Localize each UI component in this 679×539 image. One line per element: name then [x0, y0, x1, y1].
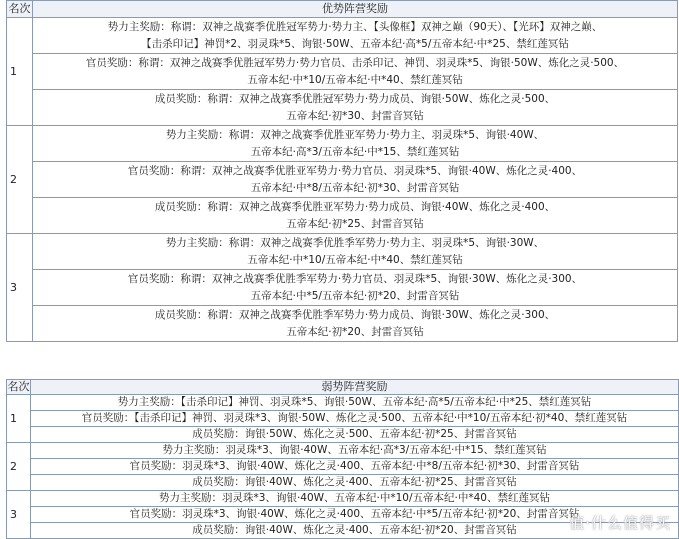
reward-cell — [33, 234, 678, 270]
reward-cell — [33, 306, 678, 342]
reward-line: 官员奖励：称谓：双神之战赛季优胜季军势力·势力官员、羽灵珠*5、询银·30W、炼化之灵·300、 — [127, 272, 583, 285]
reward-cell — [33, 18, 678, 54]
reward-line: 成员奖励：称谓：双神之战赛季优胜冠军势力·势力成员、询银·50W、炼化之灵·500、 — [154, 92, 556, 105]
reward-cell — [33, 198, 678, 234]
table-row — [7, 443, 679, 459]
reward-line: 【击杀印记】神罚*2、羽灵珠*5、询银·50W、五帝本纪·高*5/五帝本纪·中*25、禁红莲冥钻 — [141, 37, 569, 50]
table-title: 优势阵营奖励 — [33, 1, 678, 18]
reward-line: 五帝本纪·初*20、封雷音冥钻 — [286, 325, 424, 338]
reward-line: 五帝本纪·中*8/五帝本纪·初*30、封雷音冥钻 — [250, 181, 460, 194]
table-row — [7, 126, 678, 162]
reward-line: 五帝本纪·中*5/五帝本纪·初*20、封雷音冥钻 — [250, 289, 460, 302]
reward-cell — [33, 90, 678, 126]
rank-cell: 2 — [7, 443, 31, 491]
table-row — [7, 54, 678, 90]
table-row — [7, 270, 678, 306]
rank-cell: 1 — [7, 18, 33, 126]
table-row — [7, 427, 679, 443]
table-row — [7, 162, 678, 198]
table-row — [7, 18, 678, 54]
rank-cell: 3 — [7, 491, 31, 539]
reward-cell: 官员奖励：羽灵珠*3、询银·40W、炼化之灵·400、五帝本纪·中*8/五帝本纪·初*30、封雷音冥钻 — [31, 459, 679, 475]
reward-line: 五帝本纪·高*3/五帝本纪·中*15、禁红莲冥钻 — [250, 145, 460, 158]
reward-cell — [33, 126, 678, 162]
reward-line: 势力主奖励：称谓：双神之战赛季优胜季军势力·势力主、羽灵珠*5、询银·30W、 — [165, 236, 545, 249]
reward-cell — [33, 162, 678, 198]
reward-cell: 成员奖励：询银·40W、炼化之灵·400、五帝本纪·初*20、封雷音冥钻 — [31, 523, 679, 539]
reward-cell: 成员奖励：询银·40W、炼化之灵·400、五帝本纪·初*25、封雷音冥钻 — [31, 475, 679, 491]
table-row — [7, 306, 678, 342]
reward-cell: 势力主奖励：【击杀印记】神罚、羽灵珠*5、询银·50W、五帝本纪·高*5/五帝本纪·中*25、禁红莲冥钻 — [31, 395, 679, 411]
rank-column-header: 名次 — [7, 1, 33, 18]
reward-cell: 势力主奖励：羽灵珠*3、询银·40W、五帝本纪·中*10/五帝本纪·中*40、禁红莲冥钻 — [31, 491, 679, 507]
reward-cell — [33, 270, 678, 306]
table-title: 弱势阵营奖励 — [31, 380, 679, 395]
reward-line: 成员奖励：称谓：双神之战赛季优胜季军势力·势力成员、询银·30W、炼化之灵·300、 — [154, 308, 556, 321]
rank-cell: 3 — [7, 234, 33, 342]
table-row — [7, 475, 679, 491]
reward-line: 成员奖励：称谓：双神之战赛季优胜亚军势力·势力成员、询银·40W、炼化之灵·400、 — [154, 200, 556, 213]
rank-cell: 2 — [7, 126, 33, 234]
table-row — [7, 395, 679, 411]
watermark-logo: 值·什么值得买 — [569, 514, 671, 532]
reward-cell: 官员奖励：【击杀印记】神罚、羽灵珠*3、询银·50W、炼化之灵·500、五帝本纪·中*10/五帝本纪·初*40、禁红莲冥钻 — [31, 411, 679, 427]
table-row — [7, 90, 678, 126]
table-header-row — [7, 1, 678, 18]
table-row — [7, 491, 679, 507]
reward-line: 五帝本纪·中*10/五帝本纪·中*40、禁红莲冥钻 — [247, 253, 463, 266]
table-row — [7, 198, 678, 234]
reward-line: 五帝本纪·中*10/五帝本纪·中*40、禁红莲冥钻 — [247, 73, 463, 86]
reward-line: 官员奖励：称谓：双神之战赛季优胜冠军势力·势力官员、击杀印记、神罚、羽灵珠*5、询银·50W、炼化之灵·500、 — [85, 56, 625, 69]
reward-line: 势力主奖励：称谓：双神之战赛季优胜冠军势力·势力主、【头像框】双神之巅（90天）、【光环】双神之巅、 — [107, 20, 603, 33]
reward-cell: 势力主奖励：羽灵珠*3、询银·40W、五帝本纪·高*3/五帝本纪·中*15、禁红莲冥钻 — [31, 443, 679, 459]
reward-line: 五帝本纪·初*30、封雷音冥钻 — [286, 109, 424, 122]
table-row — [7, 459, 679, 475]
reward-cell: 成员奖励：询银·50W、炼化之灵·500、五帝本纪·初*25、封雷音冥钻 — [31, 427, 679, 443]
table-header-row — [7, 380, 679, 395]
reward-cell — [33, 54, 678, 90]
strong-camp-reward-table — [6, 0, 678, 342]
table-row — [7, 411, 679, 427]
rank-column-header: 名次 — [7, 380, 30, 393]
table-row — [7, 234, 678, 270]
reward-line: 官员奖励：称谓：双神之战赛季优胜亚军势力·势力官员、羽灵珠*5、询银·40W、炼化之灵·400、 — [127, 164, 583, 177]
reward-line: 五帝本纪·初*25、封雷音冥钻 — [286, 217, 424, 230]
rank-cell: 1 — [7, 395, 31, 443]
reward-cell: 官员奖励：羽灵珠*3、询银·40W、炼化之灵·400、五帝本纪·中*5/五帝本纪·初*20、封雷音冥钻 — [31, 507, 679, 523]
reward-line: 势力主奖励：称谓：双神之战赛季优胜亚军势力·势力主、羽灵珠*5、询银·40W、 — [165, 128, 545, 141]
